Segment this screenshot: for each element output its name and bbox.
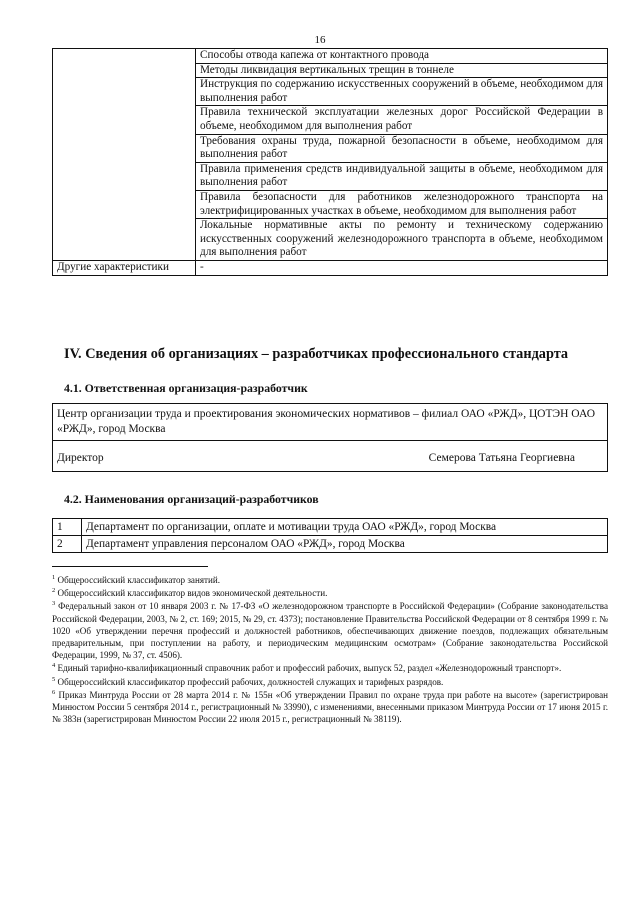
table-row	[53, 63, 608, 78]
developers-table	[52, 518, 608, 553]
row-value-cell: Инструкция по содержанию искусственных сооружений в объеме, необходимом для выполнения работ	[196, 78, 608, 106]
row-value-cell: -	[196, 260, 608, 275]
footnote-mark: 1	[52, 573, 56, 581]
responsible-org-person: Семерова Татьяна Георгиевна	[428, 452, 575, 464]
row-label-cell	[53, 106, 196, 134]
row-label-cell	[53, 49, 196, 64]
footnote-text: Общероссийский классификатор занятий.	[57, 575, 221, 585]
responsible-org-heading: 4.1. Ответственная организация-разработчик	[64, 381, 308, 395]
footnote-text: Приказ Минтруда России от 28 марта 2014 г. № 155н «Об утверждении Правил по охране труда при работе на высоте» (зарегистрирован Минюстом России 5 сентября 2014 г., регистрационный № 33990), с изменениями, внесенными приказом Минтруда России от 17 июня 2015 г. № 383н (зарегистрирован Минюстом России 22 июля 2015 г., регистрационный № 38119).	[52, 689, 608, 725]
row-value-cell: Способы отвода капежа от контактного провода	[196, 49, 608, 64]
footnote	[52, 574, 608, 586]
footnote-text: Общероссийский классификатор профессий рабочих, должностей служащих и тарифных разрядов.	[57, 676, 444, 687]
row-value-cell: Правила безопасности для работников железнодорожного транспорта на электрифицированных участках в объеме, необходимом для выполнения работ	[196, 190, 608, 218]
table-row	[53, 219, 608, 261]
responsible-org-name: Центр организации труда и проектирования экономических нормативов – филиал ОАО «РЖД», ЦОТЭН ОАО «РЖД», город Москва	[57, 408, 596, 435]
footnote-text: Общероссийский классификатор видов экономической деятельности.	[57, 588, 328, 599]
row-value-cell: Локальные нормативные акты по ремонту и техническому содержанию искусственных сооружений железнодорожного транспорта в объеме, необходимом для выполнения работ	[196, 219, 608, 261]
row-label-cell	[53, 78, 196, 106]
row-label-cell	[53, 63, 196, 78]
table-row	[53, 162, 608, 190]
row-value-cell: Требования охраны труда, пожарной безопасности в объеме, необходимом для выполнения работ	[196, 134, 608, 162]
table-row	[53, 78, 608, 106]
table-row	[53, 519, 608, 536]
table-row	[53, 190, 608, 218]
footnote-separator	[52, 566, 208, 567]
responsible-org-position: Директор	[57, 452, 104, 464]
footnote	[52, 662, 608, 674]
footnote	[52, 600, 608, 661]
table-row	[53, 134, 608, 162]
row-value-cell: Методы ликвидация вертикальных трещин в тоннеле	[196, 63, 608, 78]
row-label-cell	[53, 219, 196, 261]
table-row	[53, 260, 608, 275]
footnote-text: Единый тарифно-квалификационный справочник работ и профессий рабочих, выпуск 52, раздел «Железнодорожный транспорт».	[57, 663, 562, 674]
developer-name: Департамент по организации, оплате и мотивации труда ОАО «РЖД», город Москва	[82, 519, 608, 536]
footnote-mark: 2	[52, 587, 56, 595]
row-label-cell	[53, 190, 196, 218]
row-label-cell: Другие характеристики	[53, 260, 196, 275]
footnotes	[52, 574, 608, 726]
footnote-mark: 3	[52, 600, 56, 608]
page-number: 16	[314, 34, 326, 46]
org-box-divider	[53, 440, 607, 441]
developer-number: 1	[53, 519, 82, 536]
table-row	[53, 49, 608, 64]
footnote	[52, 587, 608, 599]
row-value-cell: Правила применения средств индивидуальной защиты в объеме, необходимом для выполнения работ	[196, 162, 608, 190]
table-row	[53, 536, 608, 553]
section-title: IV. Сведения об организациях – разработчиках профессионального стандарта	[64, 346, 569, 362]
responsible-org-box	[52, 403, 608, 472]
row-value-cell: Правила технической эксплуатации железных дорог Российской Федерации в объеме, необходимом для выполнения работ	[196, 106, 608, 134]
developer-number: 2	[53, 536, 82, 553]
footnote	[52, 676, 608, 688]
footnote	[52, 689, 608, 726]
requirements-table	[52, 48, 608, 276]
developer-name: Департамент управления персоналом ОАО «РЖД», город Москва	[82, 536, 608, 553]
footnote-text: Федеральный закон от 10 января 2003 г. № 17-ФЗ «О железнодорожном транспорте в Российской Федерации» (Собрание законодательства Российской Федерации, 2003, № 2, ст. 169; 2015, № 29, ст. 4373); постановление Правительства Российской Федерации от 8 сентября 1999 г. № 1020 «Об утверждении перечня профессий и должностей работников, обеспечивающих движение поездов, подлежащих обязательным предварительным, при поступлении на работу, и периодическим медицинским осмотрам» (Собрание законодательства Российской Федерации, 1999, № 37, ст. 4506).	[52, 601, 608, 661]
footnote-mark: 5	[52, 675, 56, 683]
table-row	[53, 106, 608, 134]
footnote-mark: 6	[52, 688, 56, 696]
row-label-cell	[53, 162, 196, 190]
developers-heading: 4.2. Наименования организаций-разработчиков	[64, 492, 319, 506]
footnote-mark: 4	[52, 662, 56, 670]
row-label-cell	[53, 134, 196, 162]
